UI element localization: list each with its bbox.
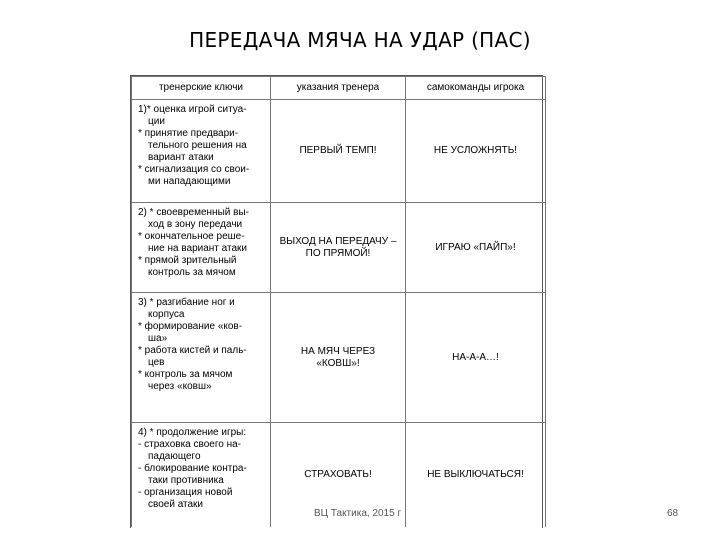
instruction-table — [130, 75, 543, 528]
footer-caption: ВЦ Тактика, 2015 г — [314, 508, 402, 519]
coach-keys-cell: 2) * своевременный вы- ход в зону передачи * окончательное реше- ние на вариант атаки * прямой зрительный контроль за мячом — [132, 203, 271, 293]
player-self-command-cell: НА-А-А…! — [406, 293, 546, 423]
table-row — [132, 203, 546, 293]
coach-instruction-cell: ПЕРВЫЙ ТЕМП! — [271, 100, 406, 203]
coach-instruction-cell: ВЫХОД НА ПЕРЕДАЧУ – ПО ПРЯМОЙ! — [271, 203, 406, 293]
coach-keys-cell: 1)* оценка игрой ситуа- ции * принятие предвари- тельного решения на вариант атаки * сигнализация со свои- ми нападающими — [132, 100, 271, 203]
coach-keys-cell: 4) * продолжение игры: - страховка своего на- падающего - блокирование контра- таки противника - организация новой своей атаки — [132, 423, 271, 527]
player-self-command-cell: НЕ ВЫКЛЮЧАТЬСЯ! — [406, 423, 546, 527]
player-self-command-cell: НЕ УСЛОЖНЯТЬ! — [406, 100, 546, 203]
table-header-row — [132, 77, 546, 100]
header-coach-instructions: указания тренера — [271, 77, 406, 100]
table-row — [132, 100, 546, 203]
table-row — [132, 293, 546, 423]
coach-instruction-cell: НА МЯЧ ЧЕРЕЗ «КОВШ»! — [271, 293, 406, 423]
coach-keys-cell: 3) * разгибание ног и корпуса * формирование «ков- ша» * работа кистей и паль- цев * контроль за мячом через «ковш» — [132, 293, 271, 423]
header-coach-keys: тренерские ключи — [132, 77, 271, 100]
page-number: 68 — [667, 508, 679, 519]
header-player-self-commands: самокоманды игрока — [406, 77, 546, 100]
player-self-command-cell: ИГРАЮ «ПАЙП»! — [406, 203, 546, 293]
slide-title: ПЕРЕДАЧА МЯЧА НА УДАР (ПАС) — [189, 28, 531, 52]
coach-instruction-cell: СТРАХОВАТЬ! — [271, 423, 406, 527]
